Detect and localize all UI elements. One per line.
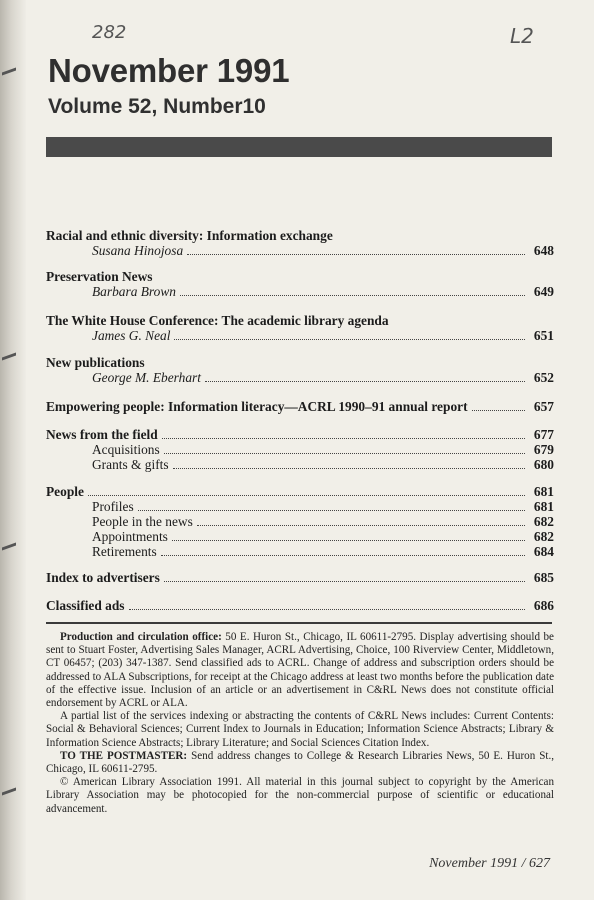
toc-page-number: 680 — [533, 457, 554, 472]
volume-number: Volume 52, Number10 — [48, 95, 266, 118]
toc-author: James G. Neal — [92, 328, 171, 343]
header-rule-bar — [46, 137, 552, 157]
toc-subtitle: Appointments — [92, 529, 168, 544]
toc-page-number: 657 — [533, 399, 554, 414]
production-label: Production and circulation office: — [60, 631, 222, 643]
toc-author: Susana Hinojosa — [92, 243, 184, 258]
toc-title: Index to advertisers — [46, 570, 160, 585]
page-folio: November 1991 / 627 — [429, 856, 550, 871]
toc-author: George M. Eberhart — [92, 370, 201, 385]
postmaster-text: Send address changes to College & Research Libraries News, 50 E. Huron St., Chicago, IL 60611-2795. — [46, 749, 555, 776]
toc-title: New publications — [46, 355, 145, 370]
production-paragraph — [46, 631, 554, 710]
toc-page-number: 679 — [533, 442, 554, 457]
toc-entry-classified-ads[interactable] — [46, 598, 554, 613]
toc-page-number: 648 — [533, 243, 554, 258]
handwritten-note-left: 282 — [92, 22, 127, 43]
production-text: 50 E. Huron St., Chicago, IL 60611-2795. Display advertising should be sent to Stuart Foster, Advertising Sales Manager, ACRL Advertising, Choice, 100 Riverview Center, Middletown, CT 06457; (203) 347-1387. Send classified ads to ACRL. Change of address and subscription orders should be addressed to ALA Subscriptions, for receipt at the Chicago address at least two months before the publication date of the effective issue. Inclusion of an article or an advertisement in C&RL News does not constitute official endorsement by ACRL or ALA. — [46, 631, 554, 710]
handwritten-note-right: L2 — [510, 24, 534, 48]
toc-subtitle: Retirements — [92, 544, 157, 559]
toc-entry-white-house[interactable] — [46, 313, 554, 343]
toc-title: News from the field — [46, 427, 158, 442]
toc-title: Classified ads — [46, 598, 125, 613]
toc-page-number: 681 — [533, 484, 554, 499]
issue-date-heading: November 1991 — [48, 52, 290, 89]
toc-title: People — [46, 484, 84, 499]
toc-entry-index-advertisers[interactable] — [46, 570, 554, 585]
toc-entry-people[interactable] — [46, 484, 554, 559]
toc-page-number: 649 — [533, 284, 554, 299]
toc-page-number: 686 — [533, 598, 554, 613]
toc-title: Racial and ethnic diversity: Information exchange — [46, 228, 333, 243]
publication-info — [46, 631, 554, 816]
toc-author: Barbara Brown — [92, 284, 176, 299]
toc-subtitle: Grants & gifts — [92, 457, 169, 472]
postmaster-label: TO THE POSTMASTER: — [60, 749, 188, 762]
toc-title: The White House Conference: The academic library agenda — [46, 313, 389, 328]
toc-subtitle: Acquisitions — [92, 442, 160, 457]
toc-page-number: 651 — [533, 328, 554, 343]
toc-entry-preservation[interactable] — [46, 269, 554, 299]
toc-page-number: 677 — [533, 427, 554, 442]
section-divider — [46, 622, 552, 624]
toc-subtitle: People in the news — [92, 514, 193, 529]
toc-page-number: 681 — [533, 499, 554, 514]
toc-entry-annual-report[interactable] — [46, 399, 554, 414]
toc-page-number: 685 — [533, 570, 554, 585]
toc-page-number: 682 — [533, 514, 554, 529]
toc-entry-news-from-field[interactable] — [46, 427, 554, 472]
toc-entry-diversity[interactable] — [46, 228, 554, 258]
copyright-paragraph: © American Library Association 1991. All material in this journal subject to copyright by the American Library Association may be photocopied for the non-commercial purpose of scientific or educational advancement. — [46, 776, 554, 815]
toc-title: Preservation News — [46, 269, 153, 284]
indexing-paragraph: A partial list of the services indexing or abstracting the contents of C&RL News includes: Current Contents: Social & Behavioral Sciences; Current Index to Journals in Education; Information Science Abstracts; Library & Information Science Abstracts; Library Literature; and Social Sciences Citation Index. — [46, 710, 554, 749]
postmaster-paragraph — [46, 750, 554, 776]
toc-page-number: 652 — [533, 370, 554, 385]
toc-page-number: 684 — [533, 544, 554, 559]
toc-page-number: 682 — [533, 529, 554, 544]
toc-title: Empowering people: Information literacy—ACRL 1990–91 annual report — [46, 399, 468, 414]
toc-entry-new-publications[interactable] — [46, 355, 554, 385]
page-edge-shadow — [0, 0, 26, 900]
toc-subtitle: Profiles — [92, 499, 134, 514]
